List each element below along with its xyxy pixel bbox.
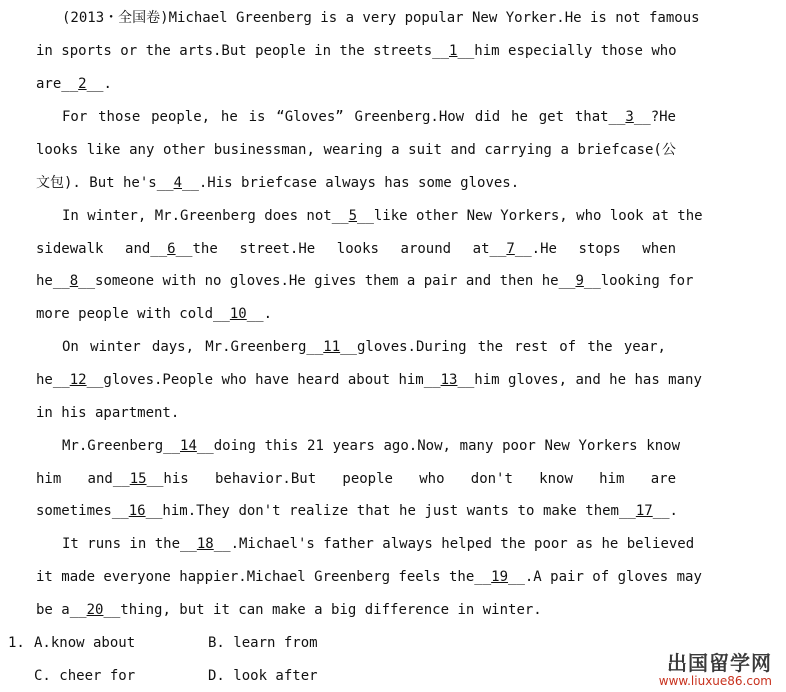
watermark-title: 出国留学网 [667, 651, 772, 675]
blank-number: 17 [635, 503, 653, 519]
passage-text: __him.They don't realize that he just wants to make them__ [145, 503, 636, 519]
blank-number: 20 [86, 602, 104, 618]
passage-text: he__ [36, 372, 70, 388]
passage-line [36, 499, 678, 523]
blank-number: 3 [625, 109, 634, 125]
passage-line [62, 204, 703, 228]
passage-text: __his behavior.But people who don't know him are [146, 471, 677, 487]
blank-number: 15 [129, 471, 147, 487]
passage-line [62, 532, 695, 556]
blank-number: 16 [128, 503, 146, 519]
passage-text: __.Michael's father always helped the poor as he believed [213, 536, 695, 552]
passage-text: In winter, Mr.Greenberg does not__ [62, 208, 349, 224]
passage-line [36, 598, 542, 622]
passage-line [36, 171, 526, 195]
passage-text: __. [246, 306, 273, 322]
passage-text: __someone with no gloves.He gives them a pair and then he__ [78, 273, 576, 289]
passage-text: __thing, but it can make a big difference in winter. [103, 602, 542, 618]
passage-text: Mr.Greenberg__ [62, 438, 181, 454]
blank-number: 7 [506, 241, 515, 257]
passage-text: It runs in the__ [62, 536, 197, 552]
passage-text: be a__ [36, 602, 87, 618]
blank-number: 1 [449, 43, 458, 59]
blank-number: 4 [173, 175, 183, 191]
passage-text: more people with cold__ [36, 306, 230, 322]
passage-text: looks like any other businessman, wearing a suit and carrying a briefcase(公 [36, 142, 676, 158]
passage-line [36, 39, 676, 63]
passage-text: __him gloves, and he has many [457, 372, 702, 388]
passage-text: it made everyone happier.Michael Greenberg feels the__ [36, 569, 492, 585]
blank-number: 11 [323, 339, 341, 355]
blank-number: 13 [440, 372, 458, 388]
passage-line [62, 335, 666, 359]
blank-number: 12 [69, 372, 87, 388]
blank-number: 5 [348, 208, 358, 224]
blank-number: 9 [575, 273, 584, 289]
passage-line [36, 269, 694, 293]
passage-text: __.He stops when [514, 241, 676, 257]
question-number: 1. [8, 635, 25, 651]
passage-text: 文包). But he's__ [36, 175, 174, 191]
passage-text: __gloves.People who have heard about him__ [86, 372, 441, 388]
blank-number: 18 [196, 536, 214, 552]
blank-number: 8 [69, 273, 79, 289]
passage-text: in sports or the arts.But people in the streets__ [36, 43, 450, 59]
passage-text: are__ [36, 76, 79, 92]
option-a: A.know about [34, 635, 136, 651]
passage-text: __like other New Yorkers, who look at the [357, 208, 703, 224]
blank-number: 19 [491, 569, 509, 585]
watermark-url: www.liuxue86.com [658, 674, 772, 688]
passage-line [62, 105, 676, 129]
passage-line [36, 401, 178, 425]
option-a: C. cheer for [34, 668, 136, 684]
passage-line [36, 138, 676, 162]
passage-line [62, 434, 680, 458]
passage-text: On winter days, Mr.Greenberg__ [62, 339, 324, 355]
passage-line [62, 6, 700, 30]
passage-text: him and__ [36, 471, 130, 487]
passage-text: __.A pair of gloves may [508, 569, 702, 585]
passage-text: __.His briefcase always has some gloves. [182, 175, 520, 191]
passage-text: __gloves.During the rest of the year, [340, 339, 666, 355]
passage-text: __. [86, 76, 112, 92]
passage-line [36, 565, 702, 589]
passage-text: __the street.He looks around at__ [175, 241, 507, 257]
blank-number: 2 [78, 76, 87, 92]
passage-text: __him especially those who [457, 43, 677, 59]
passage-line [36, 467, 676, 491]
passage-text: he__ [36, 273, 70, 289]
passage-text: For those people, he is “Gloves” Greenberg.How did he get that__ [62, 109, 626, 125]
option-b: B. learn from [208, 635, 318, 651]
passage-text: (2013・全国卷)Michael Greenberg is a very popular New Yorker.He is not famous [62, 10, 700, 26]
blank-number: 10 [229, 306, 247, 322]
passage-text: __. [652, 503, 678, 519]
passage-text: sometimes__ [36, 503, 129, 519]
passage-line [36, 368, 702, 392]
blank-number: 14 [180, 438, 197, 454]
passage-text: __looking for [583, 273, 694, 289]
passage-text: __doing this 21 years ago.Now, many poor New Yorkers know [196, 438, 680, 454]
passage-line [36, 237, 676, 261]
watermark [659, 652, 772, 688]
passage-text: in his apartment. [36, 405, 180, 421]
passage-text: sidewalk and__ [36, 241, 168, 257]
option-b: D. look after [208, 668, 318, 684]
passage-line [36, 302, 273, 326]
passage-text: __?He [633, 109, 676, 125]
passage-line [36, 72, 110, 96]
blank-number: 6 [167, 241, 176, 257]
